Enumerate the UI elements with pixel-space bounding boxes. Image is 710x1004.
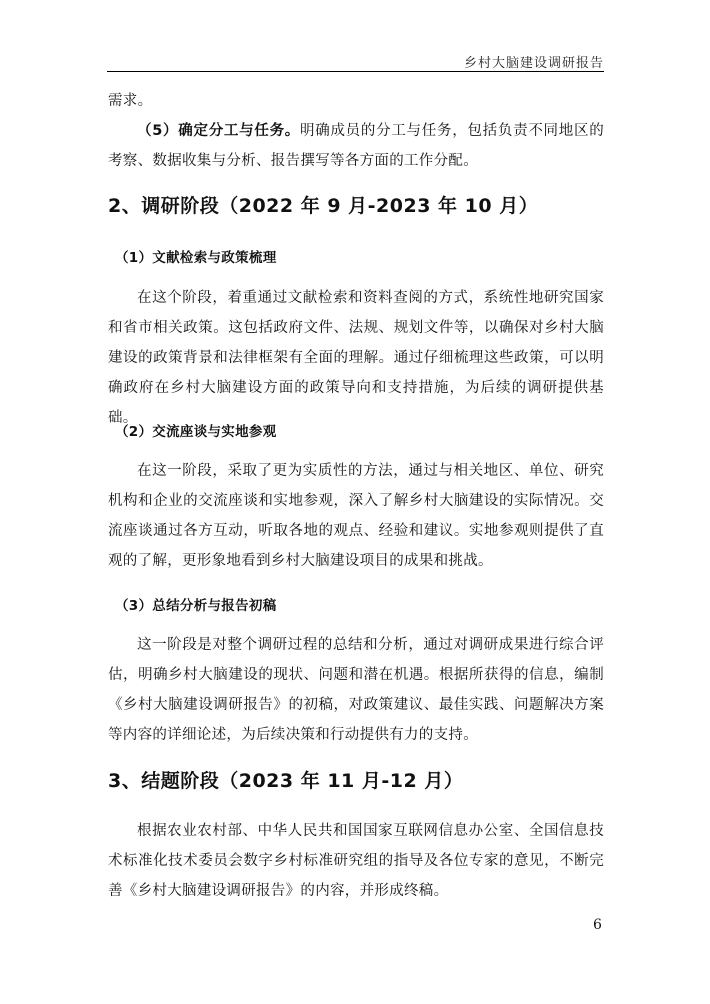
item5-paragraph [108, 116, 604, 176]
item5-text: 明确成员的分工与任务，包括负责不同地区的考察、数据收集与分析、报告撰写等各方面的工作分配。 [108, 123, 604, 169]
section2-heading: 2、调研阶段（2022 年 9 月-2023 年 10 月） [108, 195, 539, 217]
section2-sub2-text: 在这一阶段，采取了更为实质性的方法，通过与相关地区、单位、研究机构和企业的交流座谈和实地参观，深入了解乡村大脑建设的实际情况。交流座谈通过各方互动，听取各地的观点、经验和建议。实地参观则提供了直观的了解，更形象地看到乡村大脑建设项目的成果和挑战。 [108, 463, 604, 569]
header-rule [107, 71, 604, 72]
section2-sub3-text: 这一阶段是对整个调研过程的总结和分析，通过对调研成果进行综合评估，明确乡村大脑建设的现状、问题和潜在机遇。根据所获得的信息，编制《乡村大脑建设调研报告》的初稿，对政策建议、最佳实践、问题解决方案等内容的详细论述，为后续决策和行动提供有力的支持。 [108, 637, 604, 743]
item5-lead: （5）确定分工与任务。 [137, 123, 301, 139]
page-number: 6 [593, 917, 602, 933]
section2-sub2-title: （2）交流座谈与实地参观 [115, 424, 277, 440]
section3-heading: 3、结题阶段（2023 年 11 月-12 月） [108, 770, 464, 792]
section2-sub3-title: （3）总结分析与报告初稿 [115, 598, 277, 614]
continuation-text: 需求。 [108, 93, 153, 109]
running-header: 乡村大脑建设调研报告 [463, 56, 604, 71]
section2-sub1-text: 在这个阶段，着重通过文献检索和资料查阅的方式，系统性地研究国家和省市相关政策。这包括政府文件、法规、规划文件等，以确保对乡村大脑建设的政策背景和法律框架有全面的理解。通过仔细梳理这些政策，可以明确政府在乡村大脑建设方面的政策导向和支持措施，为后续的调研提供基础。 [108, 290, 604, 426]
section3-text: 根据农业农村部、中华人民共和国国家互联网信息办公室、全国信息技术标准化技术委员会数字乡村标准研究组的指导及各位专家的意见，不断完善《乡村大脑建设调研报告》的内容，并形成终稿。 [108, 823, 604, 899]
section2-sub1-title: （1）文献检索与政策梳理 [115, 250, 277, 266]
